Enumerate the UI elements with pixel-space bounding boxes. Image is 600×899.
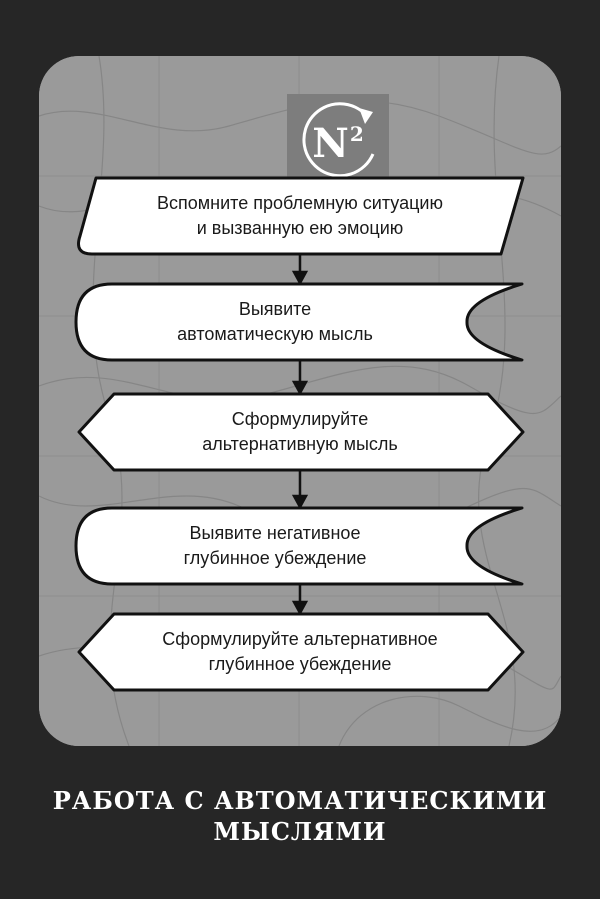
step-3-label: Сформулируйте альтернативную мысль <box>202 409 398 454</box>
arrow-down-icon <box>294 272 306 283</box>
page-title: РАБОТА С АВТОМАТИЧЕСКИМИ МЫСЛЯМИ <box>52 786 548 846</box>
arrow-down-icon <box>294 602 306 613</box>
step-1-label: Вспомните проблемную ситуацию и вызванную ею эмоцию <box>157 193 443 238</box>
step-2-label: Выявите автоматическую мысль <box>177 299 373 344</box>
step-4-label: Выявите негативное глубинное убеждение <box>183 523 367 568</box>
step-5-label: Сформулируйте альтернативное глубинное убеждение <box>162 629 438 674</box>
logo-letter: N <box>312 120 349 167</box>
logo-superscript: 2 <box>349 122 364 146</box>
arrow-down-icon <box>294 496 306 507</box>
arrow-down-icon <box>294 382 306 393</box>
